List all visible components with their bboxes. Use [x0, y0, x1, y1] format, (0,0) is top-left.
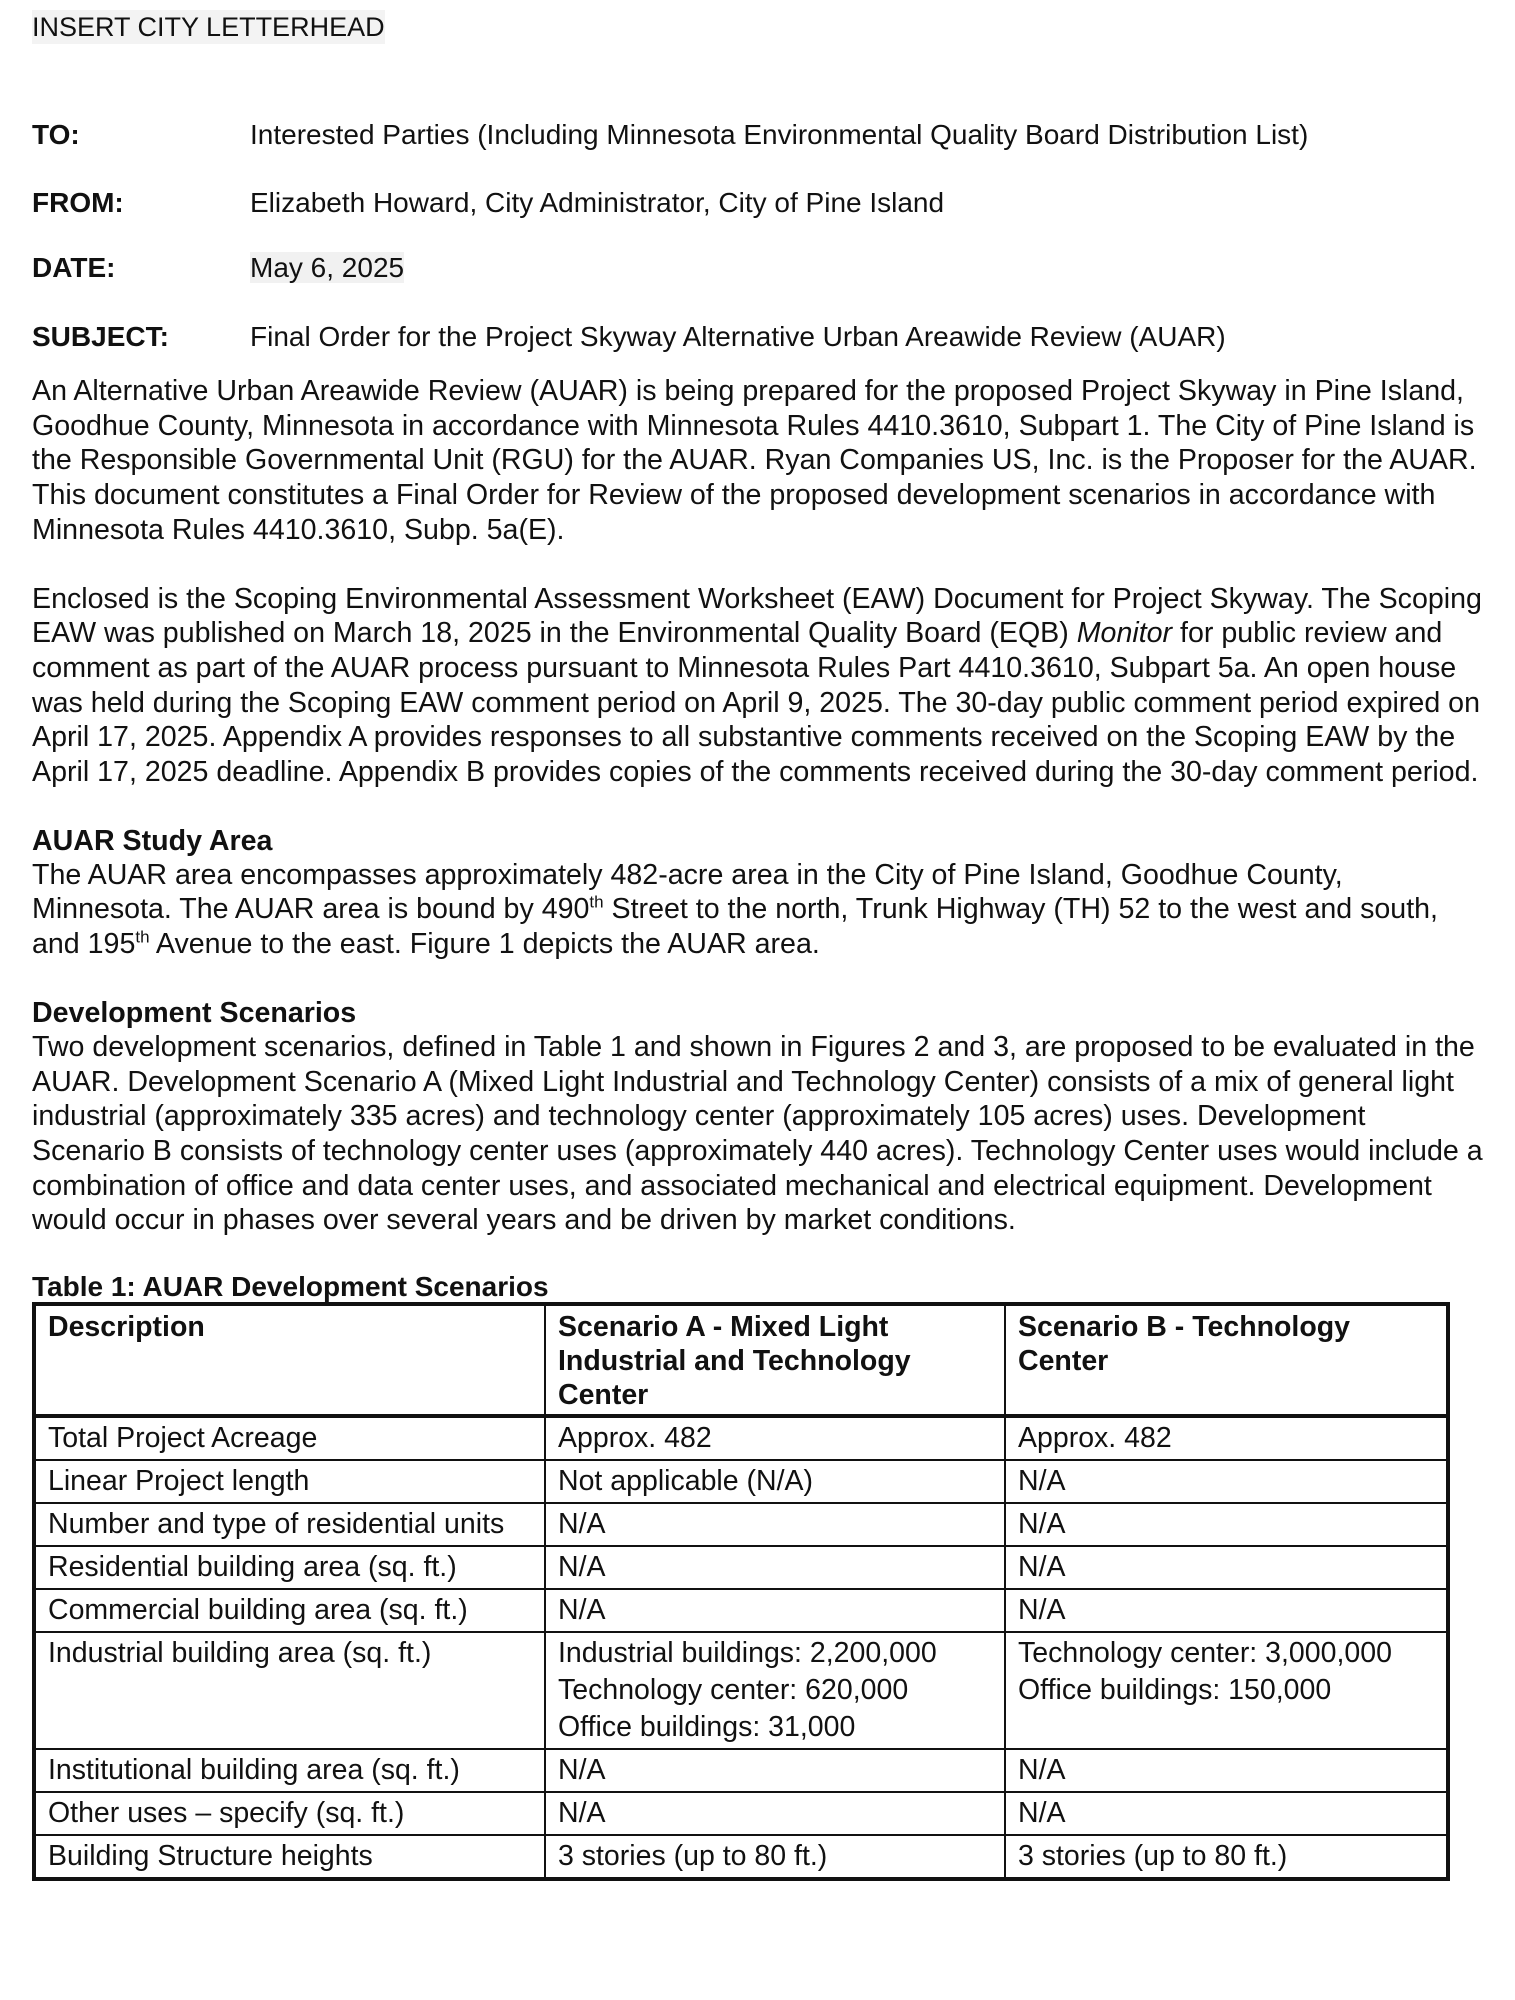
table-row: [34, 1416, 1448, 1460]
header-scenario-a: Scenario A - Mixed Light Industrial and Technology Center: [545, 1304, 1005, 1416]
memo-to-value: Interested Parties (Including Minnesota Environmental Quality Board Distribution List): [250, 119, 1309, 150]
row-description: Total Project Acreage: [34, 1416, 545, 1460]
row-scenario-a: Approx. 482: [545, 1416, 1005, 1460]
row-description: Linear Project length: [34, 1460, 545, 1503]
row-description: Other uses – specify (sq. ft.): [34, 1792, 545, 1835]
memo-subject-row: [32, 320, 1483, 354]
cell-line: Technology center: 620,000: [558, 1674, 909, 1707]
row-scenario-a: N/A: [545, 1792, 1005, 1835]
row-scenario-a: [545, 1632, 1005, 1749]
row-scenario-b: N/A: [1005, 1503, 1448, 1546]
ordinal-sup-2: th: [135, 927, 150, 947]
memo-from-label: FROM:: [32, 187, 124, 218]
cell-line: Office buildings: 31,000: [558, 1711, 856, 1744]
scoping-paragraph: [32, 582, 1483, 790]
ordinal-sup-1: th: [589, 892, 604, 912]
row-scenario-b: N/A: [1005, 1792, 1448, 1835]
row-scenario-a: 3 stories (up to 80 ft.): [545, 1835, 1005, 1879]
row-scenario-b: N/A: [1005, 1749, 1448, 1792]
intro-paragraph: An Alternative Urban Areawide Review (AUAR) is being prepared for the proposed Project Skyway in Pine Island, Goodhue County, Minnesota in accordance with Minnesota Rules 4410.3610, Subpart 1. The City of Pine Island is the Responsible Governmental Unit (RGU) for the AUAR. Ryan Companies US, Inc. is the Proposer for the AUAR. This document constitutes a Final Order for Review of the proposed development scenarios in accordance with Minnesota Rules 4410.3610, Subp. 5a(E).: [32, 375, 1477, 546]
cell-line: Industrial buildings: 2,200,000: [558, 1637, 937, 1670]
table-row: [34, 1632, 1448, 1749]
row-description: Building Structure heights: [34, 1835, 545, 1879]
memo-subject-label: SUBJECT:: [32, 321, 169, 352]
study-area-heading: AUAR Study Area: [32, 824, 273, 857]
row-scenario-a: Not applicable (N/A): [545, 1460, 1005, 1503]
row-description: Number and type of residential units: [34, 1503, 545, 1546]
table-row: [34, 1589, 1448, 1632]
row-scenario-a: N/A: [545, 1546, 1005, 1589]
row-description: Residential building area (sq. ft.): [34, 1546, 545, 1589]
cell-line: Technology center: 3,000,000: [1018, 1637, 1392, 1670]
row-scenario-a: N/A: [545, 1503, 1005, 1546]
study-area-text-3: Avenue to the east. Figure 1 depicts the AUAR area.: [149, 928, 820, 961]
row-description: Commercial building area (sq. ft.): [34, 1589, 545, 1632]
table-row: [34, 1749, 1448, 1792]
table-row: [34, 1835, 1448, 1879]
row-scenario-b: [1005, 1632, 1448, 1749]
row-description: Industrial building area (sq. ft.): [34, 1632, 545, 1749]
letterhead-placeholder: INSERT CITY LETTERHEAD: [32, 12, 385, 42]
table-row: [34, 1460, 1448, 1503]
row-scenario-b: Approx. 482: [1005, 1416, 1448, 1460]
header-scenario-b: Scenario B - Technology Center: [1005, 1304, 1448, 1416]
table-header-row: [34, 1304, 1448, 1416]
row-scenario-b: N/A: [1005, 1589, 1448, 1632]
development-paragraph: Two development scenarios, defined in Table 1 and shown in Figures 2 and 3, are proposed to be evaluated in the AUAR. Development Scenario A (Mixed Light Industrial and Technology Center) consists of a mix of general light industrial (approximately 335 acres) and technology center (approximately 105 acres) uses. Development Scenario B consists of technology center uses (approximately 440 acres). Technology Center uses would include a combination of office and data center uses, and associated mechanical and electrical equipment. Development would occur in phases over several years and be driven by market conditions.: [32, 1030, 1483, 1237]
memo-from-row: [32, 186, 1483, 220]
scoping-text-2: for public review and comment as part of the AUAR process pursuant to Minnesota Rules Part 4410.3610, Subpart 5a. An open house was held during the Scoping EAW comment period on April 9, 2025. The 30-day public comment period expired on April 17, 2025. Appendix A provides responses to all substantive comments received on the Scoping EAW by the April 17, 2025 deadline. Appendix B provides copies of the comments received during the 30-day comment period.: [32, 617, 1480, 789]
row-scenario-a: N/A: [545, 1589, 1005, 1632]
table-row: [34, 1792, 1448, 1835]
scoping-text-1: Enclosed is the Scoping Environmental Assessment Worksheet (EAW) Document for Project Skyway. The Scoping EAW was published on March 18, 2025 in the Environmental Quality Board (EQB): [32, 582, 1482, 650]
memo-from-value: Elizabeth Howard, City Administrator, City of Pine Island: [250, 187, 945, 218]
row-scenario-b: 3 stories (up to 80 ft.): [1005, 1835, 1448, 1879]
table-row: [34, 1546, 1448, 1589]
memo-date-value: May 6, 2025: [250, 252, 405, 283]
memo-date-row: [32, 251, 1483, 285]
header-description: Description: [34, 1304, 545, 1416]
row-scenario-a: N/A: [545, 1749, 1005, 1792]
cell-line: Office buildings: 150,000: [1018, 1674, 1332, 1707]
development-heading: Development Scenarios: [32, 996, 357, 1029]
memo-to-label: TO:: [32, 119, 80, 150]
row-scenario-b: N/A: [1005, 1460, 1448, 1503]
row-description: Institutional building area (sq. ft.): [34, 1749, 545, 1792]
study-area-text-1: The AUAR area encompasses approximately 482-acre area in the City of Pine Island, Goodhue County, Minnesota. The AUAR area is bound by 490: [32, 858, 1343, 926]
memo-date-label: DATE:: [32, 252, 116, 283]
monitor-italic: Monitor: [1076, 617, 1173, 650]
memo-subject-value: Final Order for the Project Skyway Alternative Urban Areawide Review (AUAR): [250, 321, 1226, 352]
study-area-text-2: Street to the north, Trunk Highway (TH) 52 to the west and south, and 195: [32, 893, 1438, 961]
memo-to-row: [32, 118, 1483, 152]
table-caption: Table 1: AUAR Development Scenarios: [32, 1271, 549, 1303]
table-row: [34, 1503, 1448, 1546]
row-scenario-b: N/A: [1005, 1546, 1448, 1589]
scenarios-table: [32, 1302, 1450, 1881]
study-area-paragraph: [32, 858, 1483, 962]
